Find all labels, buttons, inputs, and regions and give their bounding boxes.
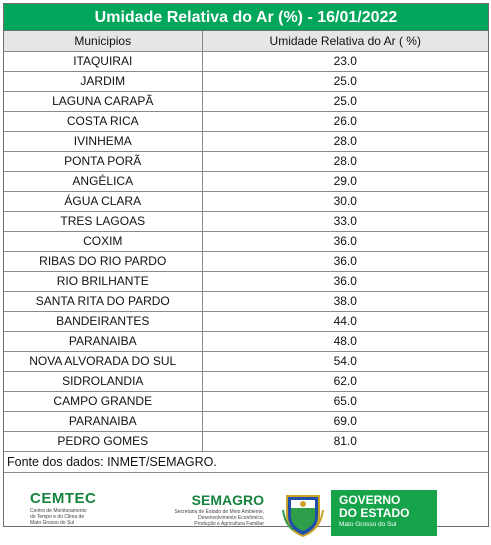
- cemtec-logo: [30, 491, 140, 526]
- humidity-value-cell: 36.0: [202, 231, 488, 251]
- governo-line3: Mato Grosso do Sul: [339, 520, 397, 528]
- humidity-value-cell: 38.0: [202, 291, 488, 311]
- table-row: [4, 91, 488, 111]
- data-source-note: Fonte dos dados: INMET/SEMAGRO.: [4, 452, 488, 473]
- municipio-cell: JARDIM: [4, 71, 202, 91]
- municipio-cell: PONTA PORÃ: [4, 151, 202, 171]
- semagro-subtitle-line: Produção e Agricultura Familiar: [194, 520, 264, 527]
- table-row: [4, 311, 488, 331]
- humidity-value-cell: 23.0: [202, 51, 488, 71]
- governo-logo: [331, 490, 437, 536]
- municipio-cell: PARANAIBA: [4, 411, 202, 431]
- municipio-cell: COXIM: [4, 231, 202, 251]
- humidity-value-cell: 62.0: [202, 371, 488, 391]
- table-row: [4, 111, 488, 131]
- table-row: [4, 391, 488, 411]
- table-row: [4, 51, 488, 71]
- municipio-cell: CAMPO GRANDE: [4, 391, 202, 411]
- cemtec-subtitle-line: Mato Grosso do Sul: [30, 519, 75, 526]
- municipio-cell: ÁGUA CLARA: [4, 191, 202, 211]
- table-row: [4, 411, 488, 431]
- humidity-value-cell: 48.0: [202, 331, 488, 351]
- humidity-value-cell: 33.0: [202, 211, 488, 231]
- table-row: [4, 71, 488, 91]
- humidity-value-cell: 25.0: [202, 91, 488, 111]
- column-header-municipios: Municipios: [4, 31, 202, 51]
- humidity-value-cell: 44.0: [202, 311, 488, 331]
- logos-footer: [4, 473, 488, 545]
- humidity-value-cell: 25.0: [202, 71, 488, 91]
- cemtec-subtitle-line: Centro de Monitoramento: [30, 507, 87, 514]
- municipio-cell: NOVA ALVORADA DO SUL: [4, 351, 202, 371]
- humidity-value-cell: 36.0: [202, 271, 488, 291]
- cemtec-name: CEMTEC: [30, 489, 97, 507]
- municipio-cell: BANDEIRANTES: [4, 311, 202, 331]
- table-row: [4, 351, 488, 371]
- governo-line2: DO ESTADO: [339, 505, 410, 520]
- humidity-value-cell: 54.0: [202, 351, 488, 371]
- humidity-value-cell: 65.0: [202, 391, 488, 411]
- humidity-value-cell: 26.0: [202, 111, 488, 131]
- cemtec-subtitle: [30, 508, 140, 526]
- column-header-umidade: Umidade Relativa do Ar ( %): [202, 31, 488, 51]
- municipio-cell: PARANAIBA: [4, 331, 202, 351]
- municipio-cell: SANTA RITA DO PARDO: [4, 291, 202, 311]
- municipio-cell: RIO BRILHANTE: [4, 271, 202, 291]
- municipio-cell: ITAQUIRAI: [4, 51, 202, 71]
- municipio-cell: TRES LAGOAS: [4, 211, 202, 231]
- municipio-cell: IVINHEMA: [4, 131, 202, 151]
- humidity-report: [3, 3, 489, 527]
- humidity-value-cell: 28.0: [202, 131, 488, 151]
- table-row: [4, 331, 488, 351]
- report-title: Umidade Relativa do Ar (%) - 16/01/2022: [4, 4, 488, 31]
- municipio-cell: PEDRO GOMES: [4, 431, 202, 451]
- municipio-cell: RIBAS DO RIO PARDO: [4, 251, 202, 271]
- table-row: [4, 171, 488, 191]
- table-row: [4, 371, 488, 391]
- table-row: [4, 211, 488, 231]
- semagro-subtitle-line: Desenvolvimento Econômico,: [198, 514, 264, 521]
- municipio-cell: ANGÉLICA: [4, 171, 202, 191]
- humidity-value-cell: 30.0: [202, 191, 488, 211]
- table-row: [4, 431, 488, 451]
- table-row: [4, 191, 488, 211]
- cemtec-subtitle-line: do Tempo e do Clima de: [30, 513, 85, 520]
- table-row: [4, 151, 488, 171]
- state-coat-of-arms-icon: [281, 490, 325, 538]
- table-row: [4, 251, 488, 271]
- humidity-value-cell: 81.0: [202, 431, 488, 451]
- municipio-cell: LAGUNA CARAPÃ: [4, 91, 202, 111]
- table-row: [4, 231, 488, 251]
- humidity-value-cell: 69.0: [202, 411, 488, 431]
- humidity-value-cell: 28.0: [202, 151, 488, 171]
- municipio-cell: COSTA RICA: [4, 111, 202, 131]
- table-row: [4, 291, 488, 311]
- humidity-value-cell: 36.0: [202, 251, 488, 271]
- semagro-subtitle-line: Secretaria de Estado de Meio Ambiente,: [174, 508, 264, 515]
- humidity-table: [4, 31, 488, 452]
- table-header-row: [4, 31, 488, 51]
- semagro-name: SEMAGRO: [191, 491, 264, 508]
- humidity-value-cell: 29.0: [202, 171, 488, 191]
- semagro-logo: [152, 493, 264, 527]
- table-row: [4, 271, 488, 291]
- governo-line1: GOVERNO: [339, 492, 401, 507]
- table-row: [4, 131, 488, 151]
- municipio-cell: SIDROLANDIA: [4, 371, 202, 391]
- semagro-subtitle: [152, 509, 264, 527]
